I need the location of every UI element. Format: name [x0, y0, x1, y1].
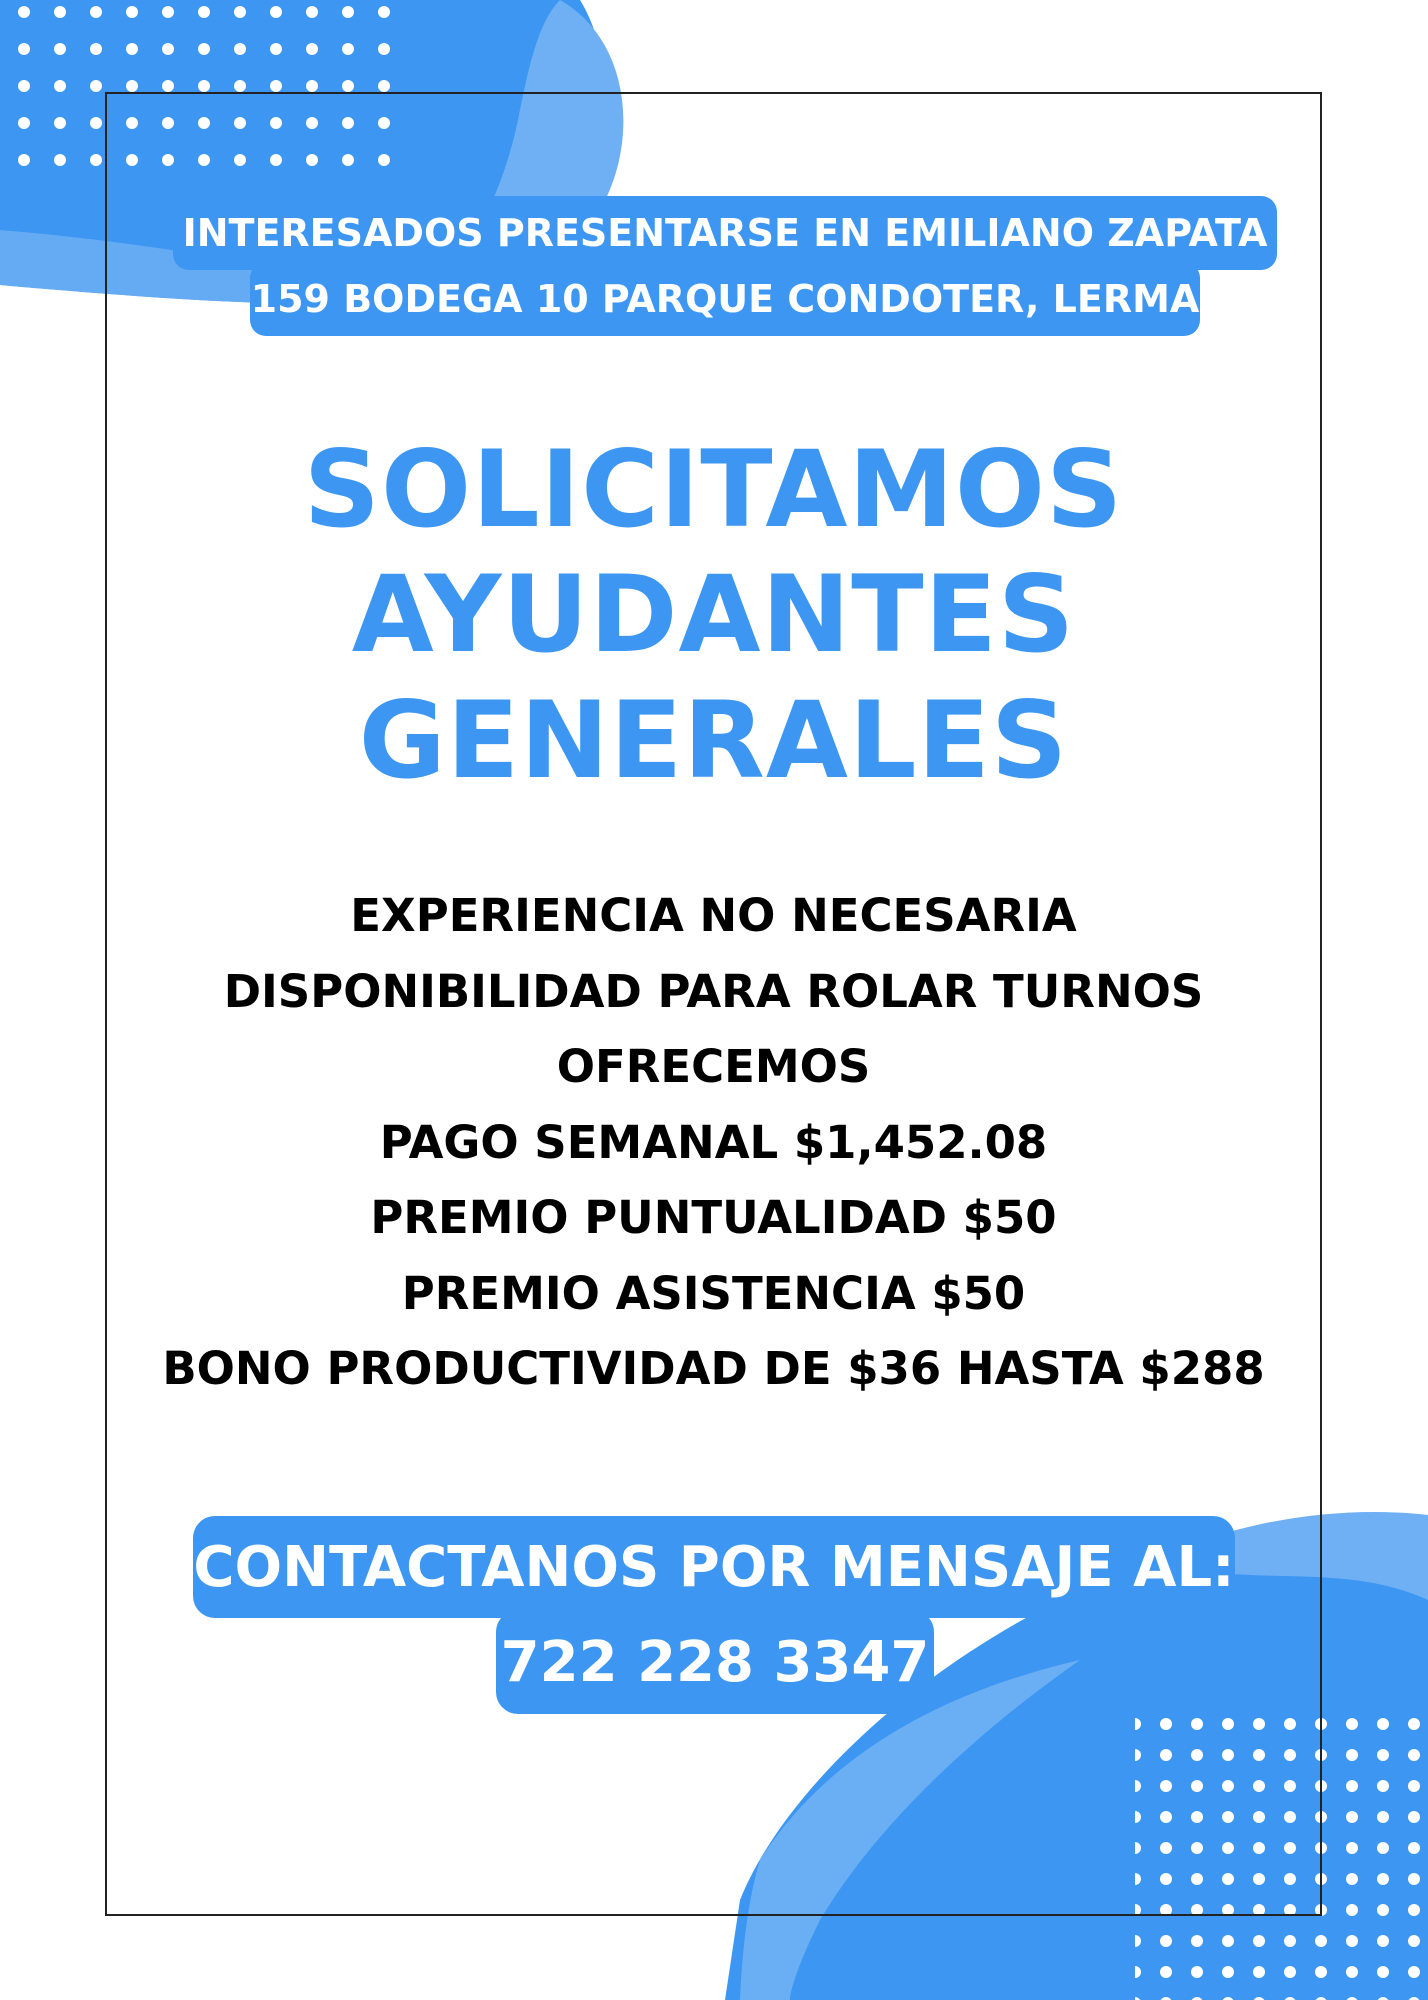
contact-label: CONTACTANOS POR MENSAJE AL:	[193, 1516, 1235, 1618]
detail-availability: DISPONIBILIDAD PARA ROLAR TURNOS	[223, 964, 1204, 1018]
contact-phone[interactable]: 722 228 3347	[496, 1610, 934, 1714]
address-line-1: INTERESADOS PRESENTARSE EN EMILIANO ZAPATA	[173, 196, 1277, 270]
headline-line-1: SOLICITAMOS	[303, 428, 1124, 551]
address-line-2: 159 BODEGA 10 PARQUE CONDOTER, LERMA	[250, 262, 1200, 336]
job-details-list	[105, 878, 1322, 1407]
detail-punctuality-bonus: PREMIO PUNTUALIDAD $50	[370, 1191, 1057, 1244]
detail-weekly-pay: PAGO SEMANAL $1,452.08	[379, 1115, 1048, 1169]
detail-productivity-bonus: BONO PRODUCTIVIDAD DE $36 HASTA $288	[162, 1342, 1265, 1395]
detail-offer-heading: OFRECEMOS	[556, 1040, 871, 1093]
headline-line-2: AYUDANTES	[351, 553, 1076, 676]
headline-line-3: GENERALES	[358, 679, 1069, 802]
detail-experience: EXPERIENCIA NO NECESARIA	[350, 889, 1077, 942]
detail-attendance-bonus: PREMIO ASISTENCIA $50	[401, 1266, 1026, 1320]
